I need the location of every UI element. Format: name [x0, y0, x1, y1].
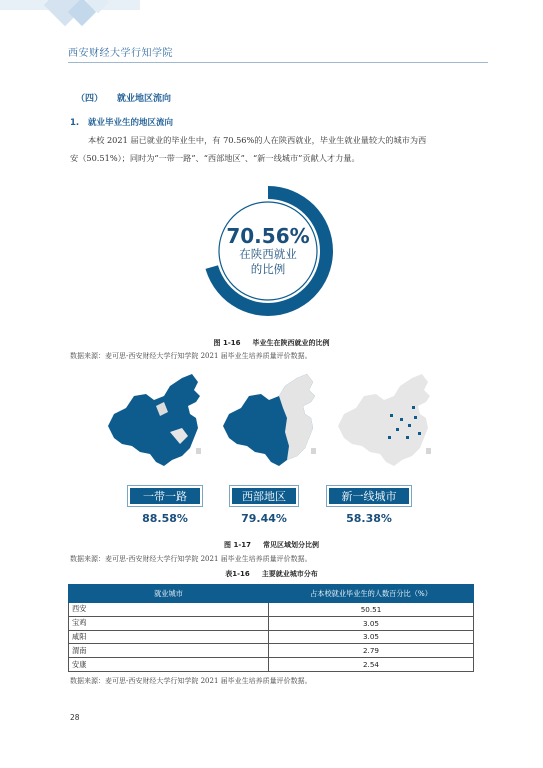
percentage-cell: 3.05 [269, 616, 474, 630]
section-heading [76, 91, 171, 104]
figure-1-16-caption [0, 338, 543, 348]
percentage-cell: 50.51 [269, 603, 474, 617]
subsection-title: 就业毕业生的地区流向 [88, 118, 174, 128]
map-new-first-tier-cities [338, 374, 431, 466]
paragraph-line-2: 安（50.51%）；同时为“一带一路”、“西部地区”、“新一线城市”贡献人才力量。 [70, 153, 360, 163]
table-header-row [69, 585, 474, 603]
table-number: 表1-16 [225, 570, 250, 578]
body-paragraph [70, 131, 482, 167]
city-cell: 安康 [69, 658, 269, 672]
map-belt-road [108, 374, 201, 466]
figure-1-16-source: 数据来源：麦可思-西安财经大学行知学院 2021 届毕业生培养质量评价数据。 [70, 352, 312, 360]
city-cell: 咸阳 [69, 630, 269, 644]
city-cell: 西安 [69, 603, 269, 617]
figure-1-17-caption [0, 540, 543, 550]
section-title: 就业地区流向 [117, 94, 172, 104]
figure-1-17-source: 数据来源：麦可思-西安财经大学行知学院 2021 届毕业生培养质量评价数据。 [70, 555, 312, 563]
table-caption: 主要就业城市分布 [261, 570, 318, 578]
map-western-region [223, 374, 316, 466]
china-region-maps [100, 366, 440, 476]
percentage-cell: 3.05 [269, 630, 474, 644]
school-name: 西安财经大学行知学院 [68, 48, 173, 59]
table-row [69, 616, 474, 630]
region-value-new-first-tier: 58.38% [346, 512, 392, 525]
city-cell: 宝鸡 [69, 616, 269, 630]
page-number: 28 [70, 713, 80, 722]
region-value-belt-road: 88.58% [142, 512, 188, 525]
donut-center-label [203, 186, 333, 316]
figure-1-17-title: 常见区域划分比例 [262, 541, 319, 549]
employment-city-table [68, 584, 474, 672]
percentage-cell: 2.79 [269, 644, 474, 658]
subsection-heading [70, 116, 173, 128]
region-value-western: 79.44% [241, 512, 287, 525]
paragraph-line-1: 本校 2021 届已就业的毕业生中，有 70.56%的人在陕西就业，毕业生就业量较大的城市为西 [88, 135, 427, 145]
column-header-percentage: 占本校就业毕业生的人数百分比（%） [269, 585, 474, 603]
table-row [69, 603, 474, 617]
header-divider [68, 62, 488, 63]
section-number: （四） [76, 94, 104, 104]
subsection-number: 1. [70, 118, 80, 128]
header-decoration [0, 0, 140, 40]
donut-percentage: 70.56% [226, 224, 310, 248]
column-header-city: 就业城市 [69, 585, 269, 603]
table-source: 数据来源：麦可思-西安财经大学行知学院 2021 届毕业生培养质量评价数据。 [70, 677, 312, 685]
region-label-western: 西部地区 [230, 486, 298, 506]
region-label-belt-road: 一带一路 [128, 486, 202, 506]
donut-label-line-1: 在陕西就业 [239, 247, 297, 261]
figure-1-16-title: 毕业生在陕西就业的比例 [252, 339, 330, 347]
table-row [69, 630, 474, 644]
table-row [69, 644, 474, 658]
figure-1-17-number: 图 1-17 [224, 541, 251, 549]
table-1-16-title [0, 569, 543, 579]
city-cell: 渭南 [69, 644, 269, 658]
region-label-new-first-tier: 新一线城市 [327, 486, 411, 506]
donut-label-line-2: 的比例 [250, 262, 286, 276]
table-row [69, 658, 474, 672]
percentage-cell: 2.54 [269, 658, 474, 672]
figure-1-16-number: 图 1-16 [213, 339, 241, 347]
